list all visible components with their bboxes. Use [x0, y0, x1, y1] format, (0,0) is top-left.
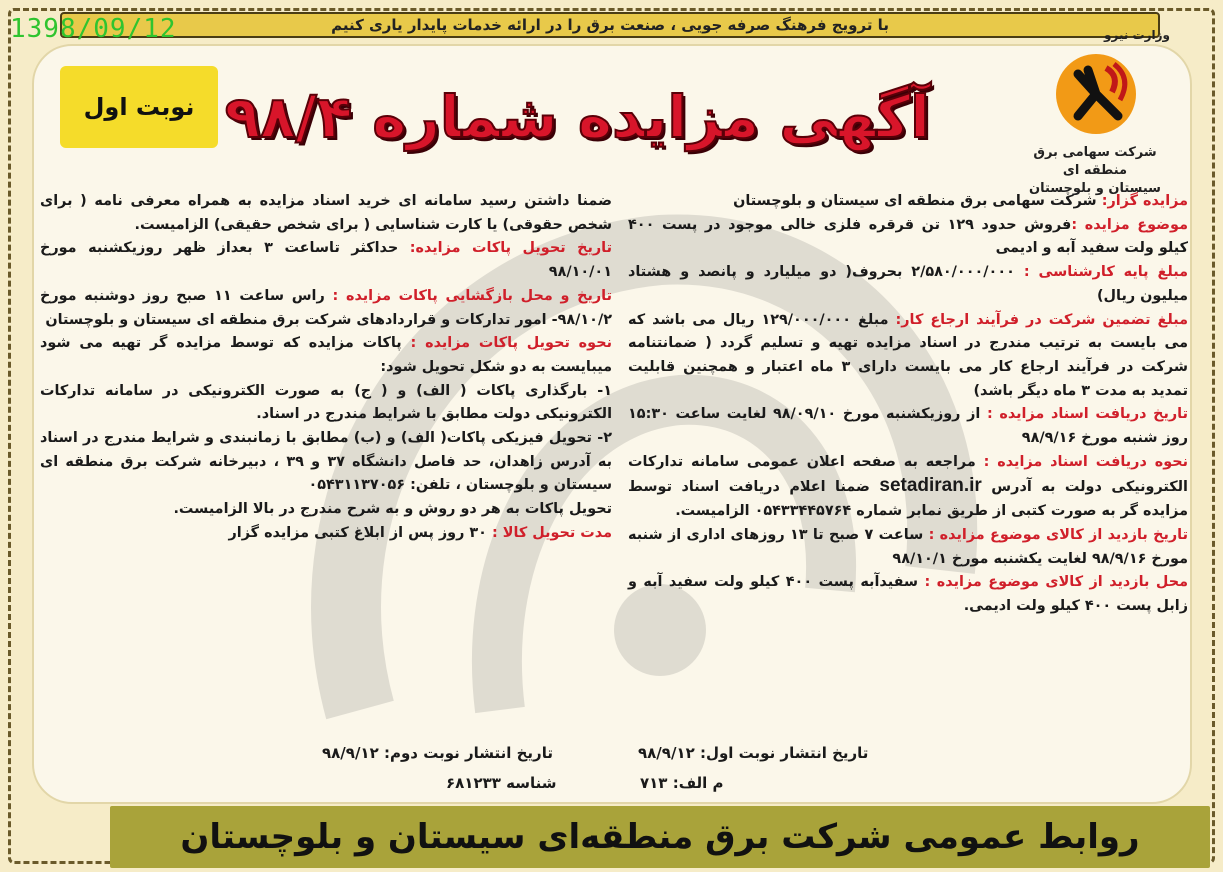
section-heading: تاریخ و محل بازگشایی پاکات مزایده : — [332, 287, 612, 304]
page-title: آگهی مزایده شماره ۹۸/۴ — [224, 83, 930, 151]
left-column-paragraph — [40, 237, 612, 284]
right-column-paragraph — [628, 571, 1188, 618]
section-text: ۲- تحویل فیزیکی پاکات( الف) و (ب) مطابق با زمانبندی و شرایط مندرج در اسناد به آدرس زاهدان، حد فاصل دانشگاه ۳۷ و ۳۹ ، دبیرخانه شرکت برق منطقه ای سیستان و بلوچستان ، تلفن: ۰۵۴۳۱۱۳۷۰۵۶ — [40, 430, 613, 494]
right-column — [628, 190, 1188, 619]
turn-badge — [60, 66, 218, 148]
section-text-continued: ضمنا اعلام دریافت اسناد توسط مزایده گر به صورت کتبی از طریق نمابر شماره ۰۵۴۳۳۴۴۵۷۶۴ الزامیست. — [628, 479, 1188, 520]
left-column-paragraph — [40, 498, 612, 522]
company-name-line1: شرکت سهامی برق منطقه ای — [1033, 145, 1157, 178]
ministry-label: وزارت نیرو — [1104, 28, 1170, 42]
section-heading: تاریخ بازدید از کالای موضوع مزایده : — [928, 526, 1188, 543]
section-text: مبلغ ۱۲۹/۰۰۰/۰۰۰ ریال می باشد که می بایست به ترتیب مندرج در اسناد مزایده تهیه و تسلیم گردد ( ضمانتنامه شرکت در فرآیند ارجاع کار می بایست دارای ۳ ماه اعتبار و همچنین قابلیت تمدید به مدت ۳ ماه دیگر باشد) — [628, 311, 1188, 399]
section-text: ساعت ۷ صبح تا ۱۳ روزهای اداری از شنبه مورخ ۹۸/۹/۱۶ لغایت یکشنبه مورخ ۹۸/۱۰/۱ — [628, 526, 1188, 567]
second-publish-date: تاریخ انتشار نوبت دوم: ۹۸/۹/۱۲ — [322, 744, 553, 762]
section-text: ضمنا داشتن رسید سامانه ای خرید اسناد مزایده به همراه معرفی نامه ( برای شخص حقوقی) یا کارت شناسایی ( برای شخص حقیقی) الزامیست. — [40, 193, 612, 233]
section-text: ۳۰ روز پس از ابلاغ کتبی مزایده گزار — [228, 524, 492, 541]
ad-code: م الف: ۷۱۳ — [640, 774, 724, 792]
right-column-paragraph — [628, 403, 1188, 450]
section-heading: تاریخ دریافت اسناد مزایده : — [986, 406, 1188, 423]
section-text: شرکت سهامی برق منطقه ای سیستان و بلوچستان — [733, 193, 1102, 209]
left-column-paragraph — [40, 190, 612, 237]
section-text: مراجعه به صفحه اعلان عمومی سامانه تدارکات الکترونیکی دولت به آدرس — [628, 453, 1188, 496]
top-banner — [60, 12, 1160, 38]
logo-block — [1010, 28, 1180, 196]
section-text: راس ساعت ۱۱ صبح روز دوشنبه مورخ ۹۸/۱۰/۲- امور تدارکات و قراردادهای شرکت برق منطقه ای سیستان و بلوچستان — [40, 287, 612, 328]
section-heading: مبلغ پایه کارشناسی : — [1023, 264, 1188, 281]
section-heading: مبلغ تضمین شرکت در فرآیند ارجاع کار: — [895, 311, 1188, 328]
section-text: از روزیکشنبه مورخ ۹۸/۰۹/۱۰ لغایت ساعت ۱۵:۳۰ روز شنبه مورخ ۹۸/۹/۱۶ — [628, 406, 1188, 447]
date-stamp: 1398/09/12 — [10, 14, 177, 44]
section-heading: نحوه تحویل پاکات مزایده : — [410, 335, 612, 352]
section-text: سفیدآبه پست ۴۰۰ کیلو ولت سفید آبه و زابل پست ۴۰۰ کیلو ولت ادیمی. — [628, 574, 1188, 614]
section-text: ۱- بارگذاری پاکات ( الف) و ( ج) به صورت الکترونیکی در سامانه تدارکات الکترونیکی دولت مطابق با شرایط مندرج در اسناد. — [40, 382, 612, 423]
section-text: ۲/۵۸۰/۰۰۰/۰۰۰ بحروف( دو میلیارد و پانصد و هشتاد میلیون ریال) — [628, 264, 1188, 304]
section-heading: تاریخ تحویل پاکات مزایده: — [409, 240, 612, 257]
section-heading: موضوع مزایده : — [1071, 216, 1188, 233]
section-heading: مدت تحویل کالا : — [491, 524, 612, 541]
section-text: تحویل پاکات به هر دو روش و به شرح مندرج در بالا الزامیست. — [173, 501, 612, 518]
turn-badge-text: نوبت اول — [83, 93, 195, 121]
right-column-paragraph — [628, 451, 1188, 524]
section-text: فروش حدود ۱۲۹ تن قرقره فلزی خالی موجود در پست ۴۰۰ کیلو ولت سفید آبه و ادیمی — [628, 216, 1188, 257]
section-heading: مزایده گزار: — [1101, 193, 1188, 209]
left-column-paragraph — [40, 380, 612, 427]
left-column-paragraph — [40, 522, 612, 546]
right-column-paragraph — [628, 261, 1188, 308]
left-column-paragraph — [40, 332, 612, 379]
bottom-banner — [110, 806, 1210, 868]
website-address: setadiran.ir — [879, 475, 982, 497]
section-text: پاکات مزایده که توسط مزایده گر تهیه می شود میبایست به دو شکل تحویل شود: — [40, 335, 612, 375]
company-name-line2: سیستان و بلوچستان — [1029, 181, 1161, 196]
left-column — [40, 190, 612, 546]
section-heading: محل بازدید از کالای موضوع مزایده : — [924, 574, 1188, 591]
section-heading: نحوه دریافت اسناد مزایده : — [983, 453, 1188, 470]
right-column-paragraph — [628, 524, 1188, 571]
first-publish-date: تاریخ انتشار نوبت اول: ۹۸/۹/۱۲ — [638, 744, 869, 762]
section-text: حداکثر تاساعت ۳ بعداز ظهر روزیکشنبه مورخ ۹۸/۱۰/۰۱ — [40, 240, 612, 281]
ad-id: شناسه ۶۸۱۲۳۳ — [446, 774, 557, 792]
bottom-banner-text: روابط عمومی شرکت برق منطقه‌ای سیستان و بلوچستان — [180, 817, 1140, 857]
right-column-paragraph — [628, 309, 1188, 404]
left-column-paragraph — [40, 285, 612, 332]
left-column-paragraph — [40, 427, 612, 498]
power-company-logo-icon — [1048, 46, 1144, 142]
right-column-paragraph — [628, 190, 1188, 214]
right-column-paragraph — [628, 214, 1188, 261]
top-banner-text: با ترویج فرهنگ صرفه جویی ، صنعت برق را در ارائه خدمات پایدار یاری کنیم — [331, 16, 889, 34]
